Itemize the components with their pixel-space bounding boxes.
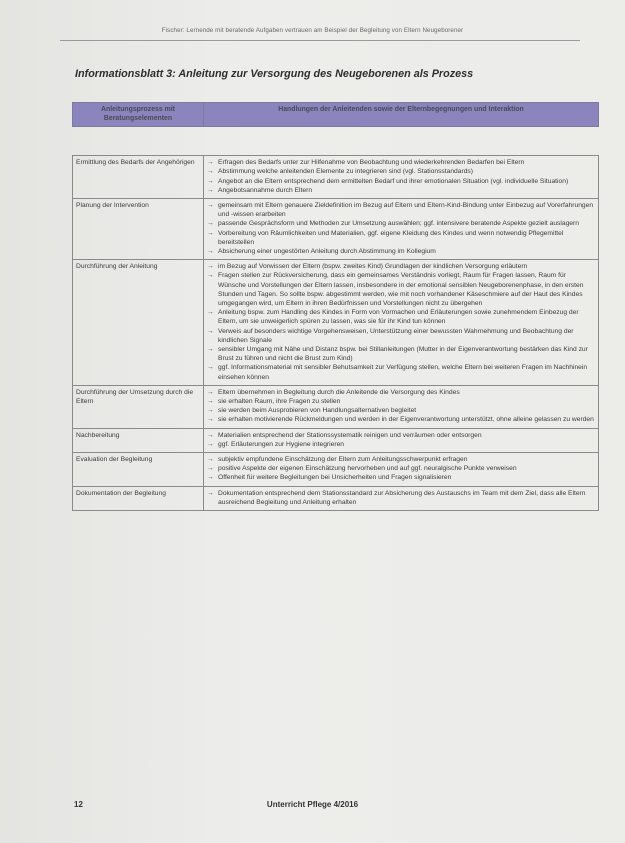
process-stage-cell: Nachbereitung	[73, 428, 204, 452]
action-item	[207, 345, 595, 363]
table-row	[73, 156, 599, 199]
action-text: positive Aspekte der eigenen Einschätzung hervorheben und auf ggf. neuralgische Punkte verweisen	[218, 465, 517, 473]
arrow-right-icon: →	[207, 440, 214, 448]
arrow-right-icon: →	[207, 398, 214, 406]
actions-cell	[204, 428, 599, 452]
actions-cell	[204, 260, 599, 386]
action-item	[207, 229, 595, 247]
action-text: sie erhalten motivierende Rückmeldungen und werden in der Eigenverantwortung unterstützt, ohne alleine gelassen zu werden	[218, 416, 594, 424]
action-list	[207, 455, 595, 483]
action-item	[207, 473, 595, 482]
table-header-actions: Handlungen der Anleitenden sowie der Elternbegegnungen und Interaktion	[204, 103, 599, 127]
action-item	[207, 158, 595, 167]
arrow-right-icon: →	[207, 474, 214, 482]
process-stage-cell: Ermittlung des Bedarfs der Angehörigen	[73, 156, 204, 199]
action-item	[207, 415, 595, 424]
action-item	[207, 167, 595, 176]
arrow-right-icon: →	[207, 456, 214, 464]
action-item	[207, 388, 595, 397]
action-text: Absicherung einer ungestörten Anleitung durch Abstimmung im Kollegium	[218, 248, 436, 256]
action-list	[207, 388, 595, 425]
page-number: 12	[74, 800, 83, 809]
action-item	[207, 363, 595, 381]
arrow-right-icon: →	[207, 327, 214, 335]
arrow-right-icon: →	[207, 407, 214, 415]
table-header-row	[73, 103, 599, 127]
arrow-right-icon: →	[207, 346, 214, 354]
action-text: Dokumentation entsprechend dem Stationsstandard zur Absicherung des Austauschs im Team mit dem Ziel, dass alle Eltern ausreichend Begleitung und Anleitung erhalten	[218, 489, 586, 506]
table-row	[73, 486, 599, 510]
action-item	[207, 431, 595, 440]
table-row	[73, 385, 599, 428]
arrow-right-icon: →	[207, 159, 214, 167]
action-list	[207, 489, 595, 507]
action-text: sensibler Umgang mit Nähe und Distanz bspw. bei Stillanleitungen (Mutter in der Eigenverantwortung bestärken das Kind zur Brust zu führen und nicht die Brust zum Kind)	[218, 346, 588, 363]
actions-cell	[204, 453, 599, 487]
table-row	[73, 428, 599, 452]
action-text: Angebotsannahme durch Eltern	[218, 186, 313, 194]
table-row	[73, 453, 599, 487]
action-item	[207, 327, 595, 345]
action-text: ggf. Informationsmaterial mit sensibler Behutsamkeit zur Verfügung stellen, welche Eltern bei weiteren Fragen im Nachhinein einsehen können	[218, 364, 588, 381]
action-item	[207, 440, 595, 449]
action-item	[207, 455, 595, 464]
action-item	[207, 201, 595, 219]
arrow-right-icon: →	[207, 388, 214, 396]
action-text: Vorbereitung von Räumlichkeiten und Materialien, ggf. eigene Kleidung des Kindes und wenn notwendig Pflegemittel bereitstellen	[218, 229, 564, 246]
action-text: sie erhalten Raum, ihre Fragen zu stellen	[218, 398, 341, 406]
action-item	[207, 406, 595, 415]
arrow-right-icon: →	[207, 465, 214, 473]
arrow-right-icon: →	[207, 263, 214, 271]
action-item	[207, 489, 595, 507]
action-list	[207, 201, 595, 256]
actions-cell	[204, 156, 599, 199]
arrow-right-icon: →	[207, 309, 214, 317]
action-text: Anleitung bspw. zum Handling des Kindes in Form von Vormachen und Erläuterungen sowie zunehmendem Einbezug der Eltern, um sie unweigerlich spüren zu lassen, was sie für ihr Kind tun können	[218, 309, 579, 326]
action-item	[207, 186, 595, 195]
action-text: Materialien entsprechend der Stationssystematik reinigen und verräumen oder entsorgen	[218, 431, 482, 439]
spacer-cell	[73, 127, 599, 156]
action-item	[207, 464, 595, 473]
action-item	[207, 271, 595, 308]
arrow-right-icon: →	[207, 202, 214, 209]
action-text: gemeinsam mit Eltern genauere Zieldefinition im Bezug auf Eltern und Eltern-Kind-Bindung unter Einbezug auf Vorerfahrungen und -wissen erarbeiten	[218, 202, 594, 219]
action-text: Verweis auf besonders wichtige Vorgehensweisen, Unterstützung einer bewussten Wahrnehmung und Beobachtung der kindlichen Signale	[218, 327, 574, 344]
action-text: Fragen stellen zur Rückversicherung, dass ein gemeinsames Verständnis vorliegt, Raum für Fragen lassen, Raum für Wünsche und Vorstellungen der Eltern lassen, insbesondere in der emotional sensiblen Neugeborenenphase, in den ersten Stunden und Tagen. So sollte bspw. abgestimmt werden, wie mit noch vorhandener Käseschmiere auf der Haut des Kindes umgegangen wird, um Eltern in ihren Bedürfnissen und Vorstellungen nicht zu übergehen	[218, 272, 584, 308]
arrow-right-icon: →	[207, 220, 214, 228]
action-list	[207, 262, 595, 382]
table-body	[73, 127, 599, 511]
action-text: Erfragen des Bedarfs unter zur Hilfenahme von Beobachtung und wiederkehrenden Bedarfen bei Eltern	[218, 159, 525, 167]
action-item	[207, 177, 595, 186]
action-item	[207, 262, 595, 271]
actions-cell	[204, 486, 599, 510]
action-text: passende Gesprächsform und Methoden zur Umsetzung auswählen; ggf. intensivere beratende Aspekte gezielt auslagern	[218, 220, 579, 228]
action-text: Offenheit für weitere Begleitungen bei Unsicherheiten und Fragen signalisieren	[218, 474, 452, 482]
arrow-right-icon: →	[207, 229, 214, 237]
running-head: Fischer: Lernende mit beratende Aufgaben vertrauen am Beispiel der Begleitung von Eltern Neugeborener	[161, 27, 464, 34]
action-list	[207, 158, 595, 195]
action-list	[207, 431, 595, 449]
action-text: Eltern übernehmen in Begleitung durch die Anleitende die Versorgung des Kindes	[218, 388, 460, 396]
action-item	[207, 308, 595, 326]
process-stage-cell: Dokumentation der Begleitung	[73, 486, 204, 510]
process-stage-cell: Durchführung der Anleitung	[73, 260, 204, 386]
arrow-right-icon: →	[207, 489, 214, 497]
page-title: Informationsblatt 3: Anleitung zur Versorgung des Neugeborenen als Prozess	[75, 68, 474, 80]
table-row	[73, 199, 599, 260]
arrow-right-icon: →	[207, 168, 214, 176]
process-table	[72, 102, 599, 511]
action-item	[207, 247, 595, 256]
action-text: Abstimmung welche anleitenden Elemente zu integrieren sind (vgl. Stationsstandards)	[218, 168, 474, 176]
table-row	[73, 260, 599, 386]
arrow-right-icon: →	[207, 431, 214, 439]
arrow-right-icon: →	[207, 416, 214, 424]
action-text: Angebot an die Eltern entsprechend dem ermittelten Bedarf und ihrer emotionalen Situation (vgl. individuelle Situation)	[218, 177, 569, 185]
action-item	[207, 397, 595, 406]
arrow-right-icon: →	[207, 272, 214, 280]
action-text: im Bezug auf Vorwissen der Eltern (bspw. zweites Kind) Grundlagen der kindlichen Versorgung erläutern	[218, 263, 528, 271]
action-text: subjektiv empfundene Einschätzung der Eltern zum Anleitungsschwerpunkt erfragen	[218, 456, 468, 464]
arrow-right-icon: →	[207, 248, 214, 256]
header-rule	[60, 40, 580, 41]
process-stage-cell: Planung der Intervention	[73, 199, 204, 260]
action-text: sie werden beim Ausprobieren von Handlungsalternativen begleitet	[218, 407, 417, 415]
actions-cell	[204, 199, 599, 260]
table-spacer	[73, 127, 599, 156]
process-stage-cell: Evaluation der Begleitung	[73, 453, 204, 487]
table-header-stage: Anleitungsprozess mit Beratungselementen	[73, 103, 204, 127]
action-text: ggf. Erläuterungen zur Hygiene integrieren	[218, 440, 345, 448]
process-stage-cell: Durchführung der Umsetzung durch die Eltern	[73, 385, 204, 428]
arrow-right-icon: →	[207, 364, 214, 372]
journal-footer: Unterricht Pflege 4/2016	[266, 800, 359, 809]
actions-cell	[204, 385, 599, 428]
arrow-right-icon: →	[207, 177, 214, 185]
action-item	[207, 219, 595, 228]
arrow-right-icon: →	[207, 186, 214, 194]
